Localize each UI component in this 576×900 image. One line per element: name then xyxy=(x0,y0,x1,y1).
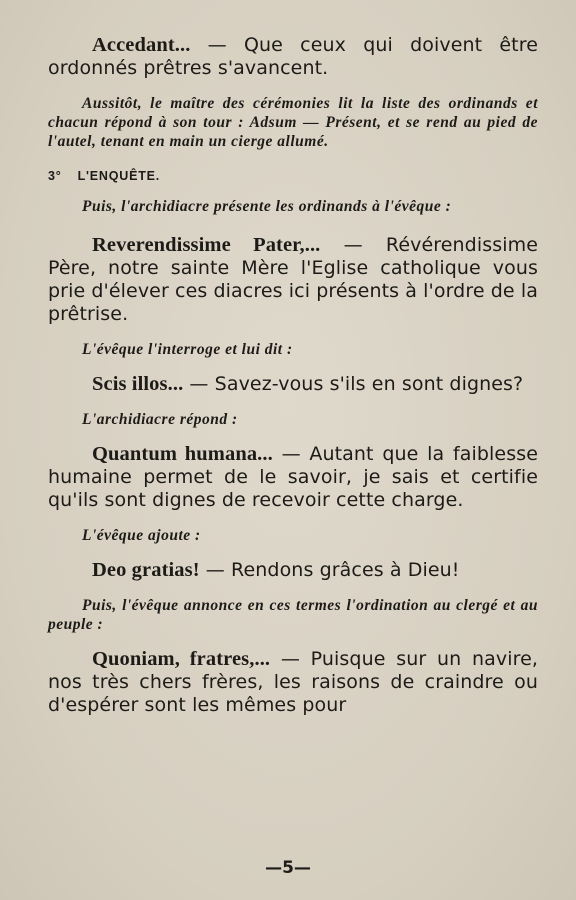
rubric-bishop-adds: L'évêque ajoute : xyxy=(82,527,201,544)
french-translation: — Autant que la faiblesse humaine permet de le savoir, je sais et certifie qu'ils sont dignes de recevoir cette charge. xyxy=(48,443,538,511)
latin-incipit: Quantum humana... xyxy=(92,443,273,465)
rubric-bishop-questions: L'évêque l'interroge et lui dit : xyxy=(82,341,293,358)
latin-incipit: Deo gratias! xyxy=(92,559,200,581)
section-number: 3° xyxy=(48,169,62,183)
speech-scis-illos xyxy=(48,373,538,396)
section-heading xyxy=(48,169,538,183)
rubric-archdeacon-presents: Puis, l'archidiacre présente les ordinands à l'évêque : xyxy=(82,198,452,215)
speech-quantum-humana xyxy=(48,443,538,512)
latin-incipit: Scis illos... xyxy=(92,373,184,395)
rubric-archdeacon-answers: L'archidiacre répond : xyxy=(82,411,238,428)
page-number: —5— xyxy=(265,858,311,878)
french-translation: — Rendons grâces à Dieu! xyxy=(199,559,460,581)
french-translation: — Révérendissime Père, notre sainte Mère l'Eglise catholique vous prie d'élever ces diacres ici présents à l'ordre de la prêtrise. xyxy=(48,234,538,325)
rubric-bishop-announces: Puis, l'évêque annonce en ces termes l'ordination au clergé et au peuple : xyxy=(48,597,538,633)
latin-incipit: Accedant... xyxy=(92,34,191,56)
section-title: L'ENQUÊTE. xyxy=(77,169,161,183)
french-translation: — Puisque sur un navire, nos très chers frères, les raisons de craindre ou d'espérer sont les mêmes pour xyxy=(48,648,538,716)
speech-reverendissime xyxy=(48,234,538,326)
speech-deo-gratias xyxy=(48,559,538,582)
french-translation: — Que ceux qui doivent être ordonnés prêtres s'avancent. xyxy=(48,34,538,79)
latin-incipit: Reverendissime Pater,... xyxy=(92,234,321,256)
rubric-master-of-ceremonies: Aussitôt, le maître des cérémonies lit la liste des ordinands et chacun répond à son tour : Adsum — Présent, et se rend au pied de l'autel, tenant en main un cierge allumé. xyxy=(48,95,538,150)
speech-accedant xyxy=(48,34,538,80)
speech-quoniam-fratres xyxy=(48,648,538,717)
french-translation: — Savez-vous s'ils en sont dignes? xyxy=(183,373,524,395)
latin-incipit: Quoniam, fratres,... xyxy=(92,648,271,670)
